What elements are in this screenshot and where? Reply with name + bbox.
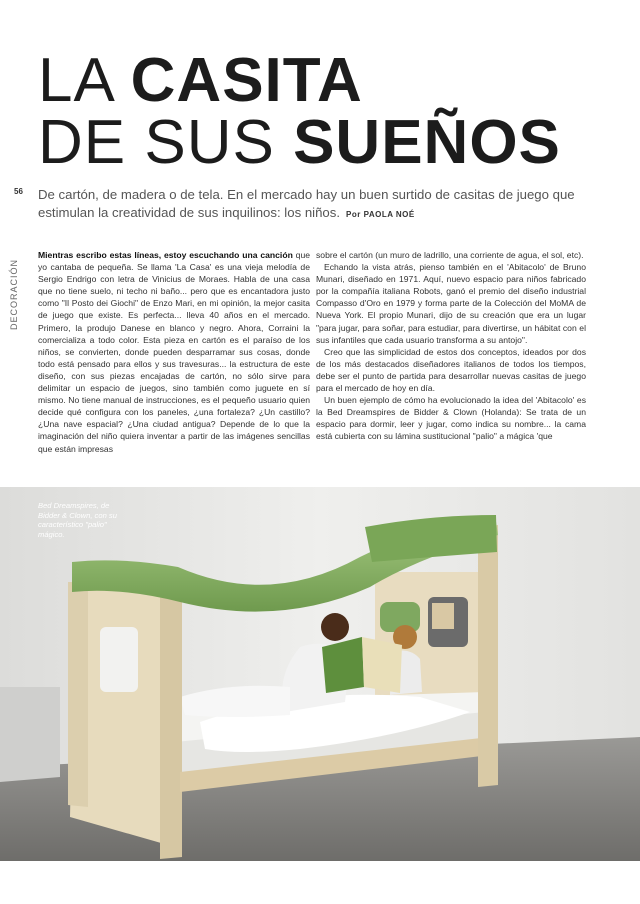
- col1-paragraph-1: [38, 249, 310, 455]
- byline: Por PAOLA NOÉ: [346, 210, 415, 219]
- col1-text: que yo cantaba de pequeña. Se llama 'La Casa' es una vieja melodía de Sergio Endrigo con letra de Vinicius de Moraes. Habla de una casa que no tiene suelo, ni techo ni baño... pero que es encantadora justo como "Il Posto dei Giochi" de Enzo Mari, en mi opinión, la mejor casita de juego que existe. Es perfecta... lleva 40 años en el mercado. Primero, la produjo Danese en blanco y negro. Ahora, Corraini la comercializa a todo color. Esta pieza en cartón es el paraíso de los niños, se convierten, donde pueden desparramar sus cosas, donde todo está pensado para ellos y sus travesuras... la estructura de este diseño, con sus piezas encajadas de cartón, no sólo sirve para delimitar un espacio de juegos, sino también como juguete en sí mismo. No tiene manual de instrucciones, es el pequeño usuario quien decide qué configura con los paneles, ¿una fortaleza? ¿Un castillo? ¿Una nave espacial? ¿Una ciudad antigua? Depende de lo que la imaginación del niño quiera inventar a partir de las imágenes sencillas que están impresas: [38, 250, 311, 454]
- lead-text: De cartón, de madera o de tela. En el mercado hay un buen surtido de casitas de juego que estimulan la creatividad de sus inquilinos: los niños.: [38, 187, 575, 220]
- col1-intro-bold: Mientras escribo estas líneas, estoy escuchando una canción: [38, 250, 293, 260]
- back-post: [478, 525, 498, 787]
- mother-head: [321, 613, 349, 641]
- lead-paragraph: [38, 186, 598, 224]
- section-label: DECORACIÓN: [9, 258, 19, 330]
- col2-paragraph-1: sobre el cartón (un muro de ladrillo, una corriente de agua, el sol, etc).: [316, 250, 584, 260]
- col2-paragraph-4: Un buen ejemplo de cómo ha evolucionado la idea del 'Abitacolo' es la Bed Dreamspires de Bidder & Clown (Holanda): Se trata de un espacio para dormir, leer y jugar, como indica su nombre... la cama está cubierta con su lámina sustitucional "palio" a mágica 'que: [316, 395, 586, 442]
- col2-paragraph-2: Echando la vista atrás, pienso también en el 'Abitacolo' de Bruno Munari, diseñado en 1971. Aquí, nuevo espacio para niños fabricado por la compañía italiana Robots, ganó el premio del diseño industrial Compasso d'Oro en 1979 y forma parte de la Colección del MoMA de Nueva York. El propio Munari, dijo de su creación que era un lugar "para jugar, para soñar, para estudiar, para divertirse, un hábitat con el sus infantiles que cada usuario transforma a su antojo".: [316, 262, 586, 345]
- left-post: [68, 582, 88, 807]
- headline-line-2: DE SUS SUEÑOS: [38, 108, 561, 177]
- col2-paragraph-3: Creo que las simplicidad de estos dos conceptos, ideados por dos de los más destacados diseñadores italianos de todos los tiempos, debe ser el punto de partida para desarrollar nuevas casitas de juego para el mercado de hoy en día.: [316, 346, 586, 394]
- bed-photo: [0, 487, 640, 861]
- page-number: 56: [14, 187, 23, 196]
- foot-panel-window: [100, 627, 138, 692]
- body-column-2: [316, 249, 586, 443]
- wall-shadow: [0, 687, 60, 782]
- front-post: [160, 595, 182, 859]
- bed-illustration: [0, 487, 640, 861]
- headline-line-1: LA CASITA: [38, 46, 363, 115]
- headline: [38, 46, 618, 177]
- photo-caption: Bed Dreamspires, de Bidder & Clown, con su característico "palio" mágico.: [38, 501, 117, 539]
- body-column-1: [38, 249, 310, 455]
- book-on-shelf: [432, 603, 454, 629]
- book-right: [362, 637, 402, 693]
